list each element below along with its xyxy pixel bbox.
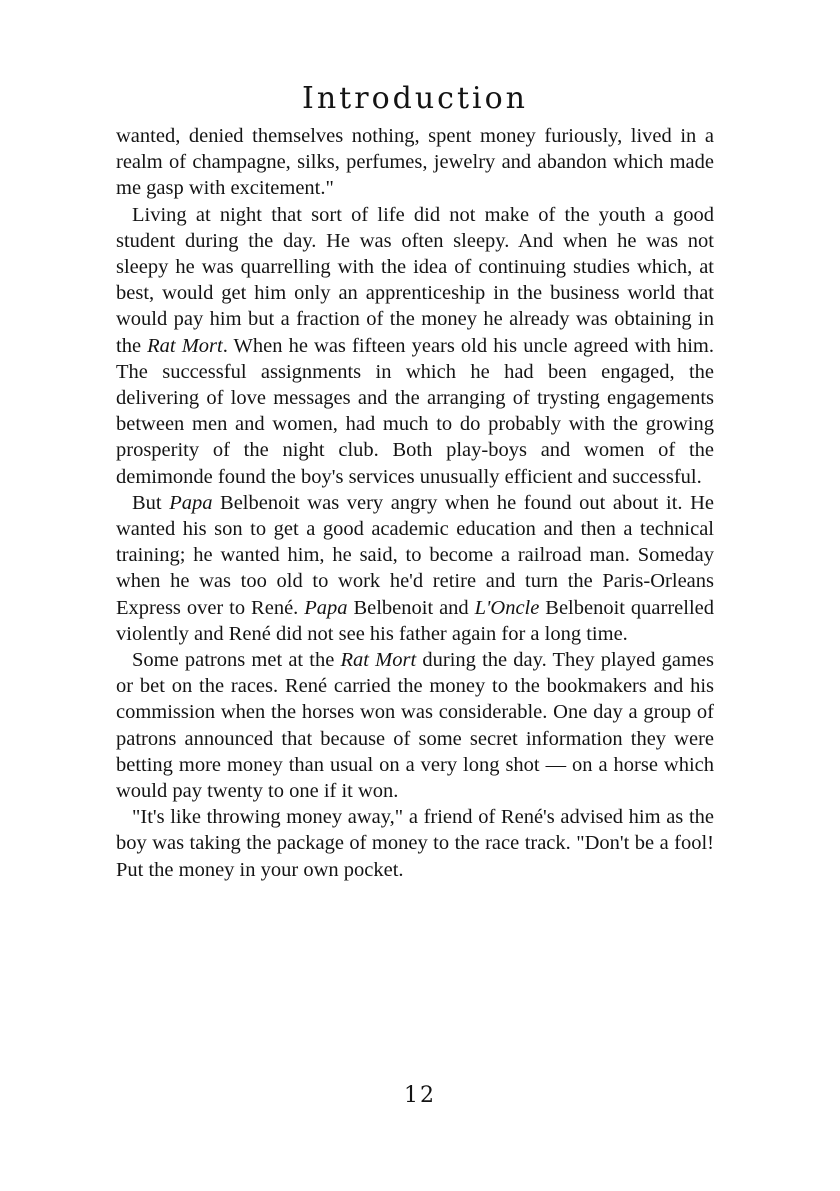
page-number: 12: [404, 1083, 436, 1108]
book-page: [116, 82, 714, 883]
paragraph-3-italic-loncle: L'Oncle: [474, 596, 540, 619]
paragraph-2-text-a: Living at night that sort of life did not make of the youth a good student during the day. He was often sleepy. And when he was not sleepy he was quarrelling with the idea of continuing studies which, at best, would get him only an apprenticeship in the business world that would pay him but a fraction of the money he already was obtaining in the: [116, 203, 714, 357]
paragraph-2-italic-rat-mort: Rat Mort: [147, 334, 223, 357]
paragraph-4-italic-rat-mort: Rat Mort: [340, 649, 417, 672]
paragraph-4: [116, 647, 714, 804]
paragraph-3-text-b: Belbenoit was very angry when he found out about it. He wanted his son to get a good academic education and then a technical training; he wanted him, he said, to become a railroad man. Someday when he was too old to work he'd retire and turn the Paris-Orleans Express over to René.: [116, 491, 714, 619]
body-text: [116, 123, 714, 883]
paragraph-1-text: wanted, denied themselves nothing, spent money furiously, lived in a realm of champagne, silks, perfumes, jewelry and abandon which made me gasp with excitement.": [116, 125, 714, 200]
paragraph-3-italic-papa-2: Papa: [304, 596, 348, 619]
paragraph-2-text-b: . When he was fifteen years old his uncle agreed with him. The successful assignments in which he had been engaged, the delivering of love messages and the arranging of trysting engagements between men and women, had much to do probably with the growing prosperity of the night club. Both play-boys and women of the demimonde found the boy's services unusually efficient and successful.: [116, 334, 714, 488]
paragraph-3-text-c: Belbenoit and: [347, 596, 475, 619]
running-header: [116, 82, 714, 117]
paragraph-3-text-d: Belbenoit quarrelled violently and René did not see his father again for a long time.: [116, 596, 714, 645]
paragraph-1: [116, 123, 714, 202]
paragraph-3-text-a: But: [132, 491, 170, 514]
paragraph-5: [116, 804, 714, 883]
paragraph-3-italic-papa-1: Papa: [169, 491, 213, 514]
running-header-title: Introduction: [302, 81, 528, 116]
paragraph-2: [116, 202, 714, 490]
paragraph-5-text: "It's like throwing money away," a friend of René's advised him as the boy was taking the package of money to the race track. "Don't be a fool! Put the money in your own pocket.: [116, 806, 714, 881]
paragraph-4-text-a: Some patrons met at the: [132, 649, 341, 672]
paragraph-3: [116, 490, 714, 647]
paragraph-4-text-b: during the day. They played games or bet on the races. René carried the money to the bookmakers and his commission when the horses won was considerable. One day a group of patrons announced that because of some secret information they were betting more money than usual on a very long shot — on a horse which would pay twenty to one if it won.: [116, 649, 714, 803]
